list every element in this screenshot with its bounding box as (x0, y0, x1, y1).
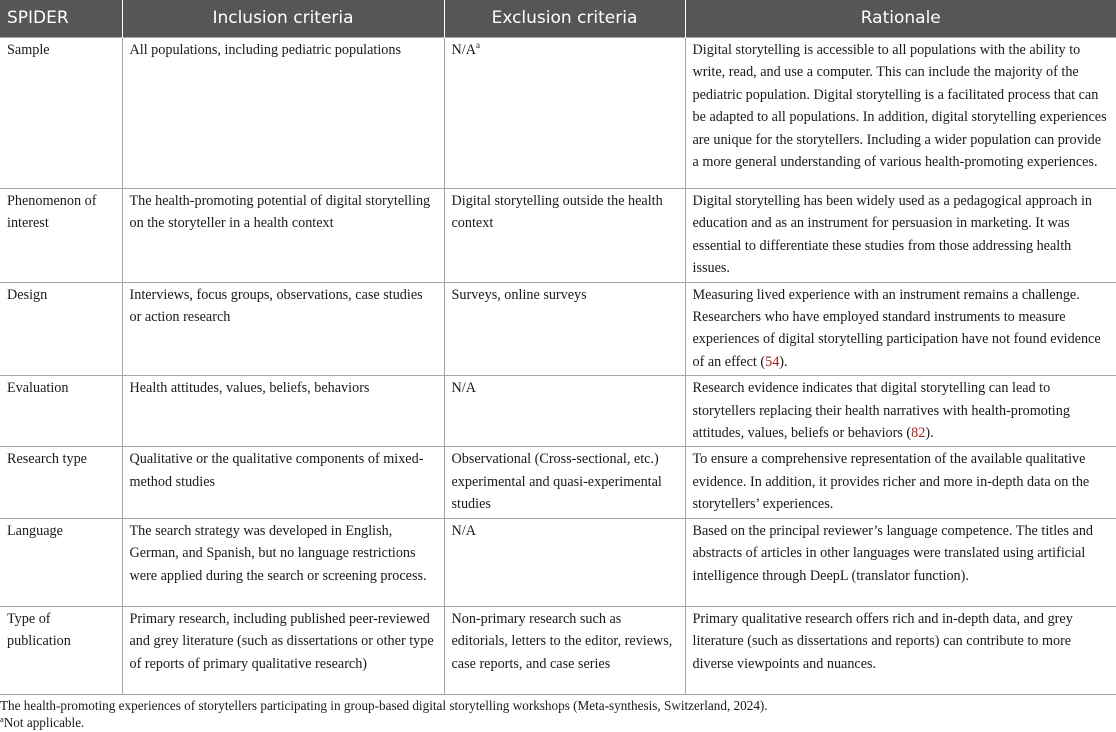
spider-cell: Evaluation (0, 376, 122, 447)
header-spider: SPIDER (0, 0, 122, 38)
rationale-text-end: ). (925, 425, 934, 442)
inclusion-cell: Qualitative or the qualitative components of mixed-method studies (122, 447, 444, 518)
table-header-row (0, 0, 1116, 38)
exclusion-cell: N/A (444, 518, 685, 606)
spider-cell: Design (0, 282, 122, 376)
header-rationale: Rationale (685, 0, 1116, 38)
table-row-research-type (0, 447, 1116, 518)
footnote-text: Not applicable. (3, 715, 85, 730)
exclusion-cell: Non-primary research such as editorials, letters to the editor, reviews, case reports, and case series (444, 606, 685, 694)
table-caption: The health-promoting experiences of storytellers participating in group-based digital storytelling workshops (Meta-synthesis, Switzerland, 2024). (0, 698, 768, 713)
exclusion-cell: Digital storytelling outside the health context (444, 189, 685, 283)
reference-link[interactable]: 82 (911, 425, 926, 442)
spider-cell: Language (0, 518, 122, 606)
rationale-cell: Digital storytelling has been widely used as a pedagogical approach in education and as an instrument for persuasion in marketing. It was essential to differentiate these studies from those addressing health issues. (685, 189, 1116, 283)
rationale-text: Measuring lived experience with an instrument remains a challenge. Researchers who have employed standard instruments to measure experiences of digital storytelling participation have not found evidence of an effect ( (692, 286, 1101, 370)
footnote-marker: a (0, 714, 4, 724)
table-row-type-of-publication (0, 606, 1116, 694)
rationale-text: Research evidence indicates that digital storytelling can lead to storytellers replacing their health narratives with health-promoting attitudes, values, beliefs or behaviors ( (692, 380, 1070, 442)
table-row-evaluation (0, 376, 1116, 447)
header-inclusion-criteria: Inclusion criteria (122, 0, 444, 38)
spider-cell: Research type (0, 447, 122, 518)
inclusion-cell: The search strategy was developed in English, German, and Spanish, but no language restrictions were applied during the search or screening process. (122, 518, 444, 606)
exclusion-cell (444, 38, 685, 189)
exclusion-cell: Surveys, online surveys (444, 282, 685, 376)
exclusion-cell: Observational (Cross-sectional, etc.) experimental and quasi-experimental studies (444, 447, 685, 518)
spider-cell: Sample (0, 38, 122, 189)
header-exclusion-criteria: Exclusion criteria (444, 0, 685, 38)
rationale-text-end: ). (779, 353, 788, 370)
rationale-cell: Based on the principal reviewer’s language competence. The titles and abstracts of articles in other languages were translated using artificial intelligence through DeepL (translator function). (685, 518, 1116, 606)
spider-cell: Phenomenon of interest (0, 189, 122, 283)
table-row-phenomenon-of-interest (0, 189, 1116, 283)
spider-cell: Type of publication (0, 606, 122, 694)
exclusion-text: N/A (451, 42, 476, 58)
table-row-language (0, 518, 1116, 606)
footnote-marker: a (475, 40, 480, 50)
table-footnote (0, 714, 84, 732)
inclusion-cell: Interviews, focus groups, observations, case studies or action research (122, 282, 444, 376)
rationale-cell: To ensure a comprehensive representation of the available qualitative evidence. In addition, it provides richer and more in-depth data on the storytellers’ experiences. (685, 447, 1116, 518)
rationale-cell: Digital storytelling is accessible to all populations with the ability to write, read, and use a computer. This can include the majority of the pediatric population. Digital storytelling is a facilitated process that can be adapted to all populations. In addition, digital storytelling experiences are unique for the storytellers. Including a wider population can provide a more general understanding of various health-promoting experiences. (685, 38, 1116, 189)
rationale-cell (685, 376, 1116, 447)
inclusion-cell: Primary research, including published peer-reviewed and grey literature (such as dissertations or other type of reports of primary qualitative research) (122, 606, 444, 694)
inclusion-cell: The health-promoting potential of digital storytelling on the storyteller in a health context (122, 189, 444, 283)
inclusion-cell: Health attitudes, values, beliefs, behaviors (122, 376, 444, 447)
rationale-cell: Primary qualitative research offers rich and in-depth data, and grey literature (such as dissertations and reports) can contribute to more diverse viewpoints and nuances. (685, 606, 1116, 694)
rationale-cell (685, 282, 1116, 376)
inclusion-cell: All populations, including pediatric populations (122, 38, 444, 189)
table-row-design (0, 282, 1116, 376)
exclusion-cell: N/A (444, 376, 685, 447)
table-row-sample (0, 38, 1116, 189)
reference-link[interactable]: 54 (765, 353, 780, 370)
